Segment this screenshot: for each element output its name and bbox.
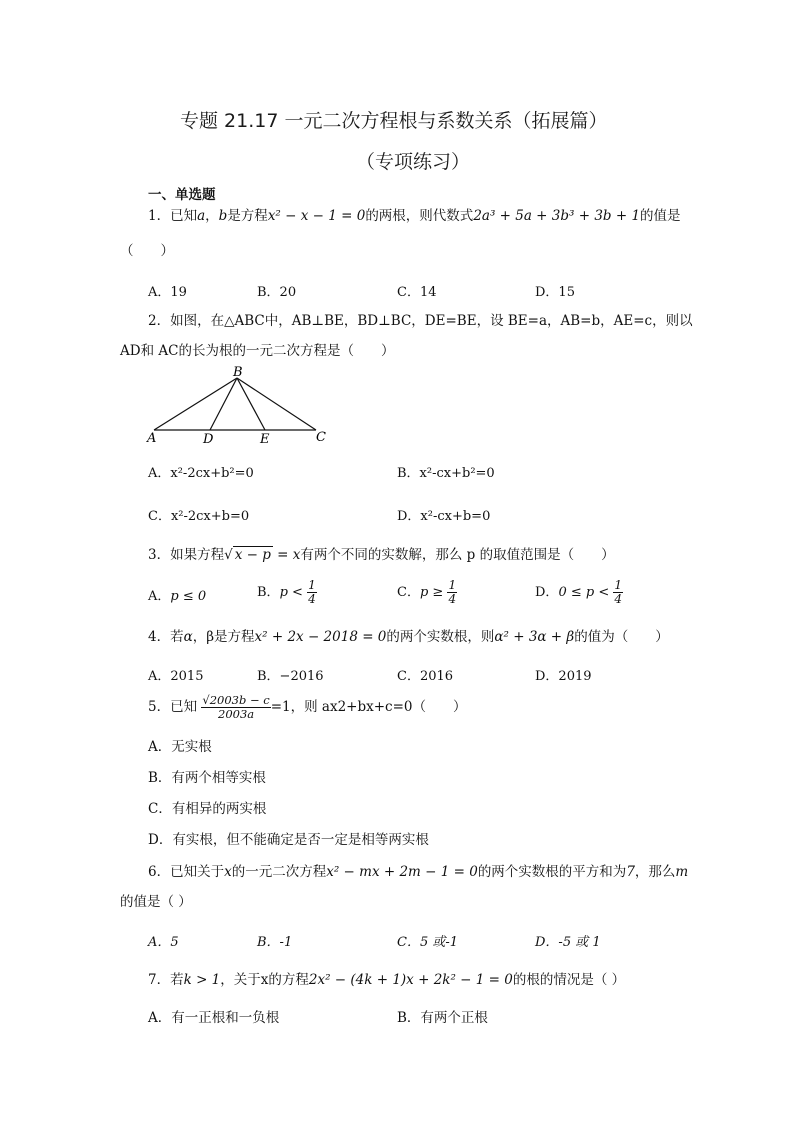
q5-text: 5．已知 (148, 699, 198, 715)
q7-option-a: A．有一正根和一负根 (148, 1010, 280, 1026)
q1-text: 的值是 (640, 208, 681, 224)
q3-option-b-math: p < (279, 585, 303, 600)
q6-text: 的一元二次方程 (231, 864, 327, 880)
q3-text: 有两个不同的实数解，那么 p 的取值范围是（ ） (300, 547, 615, 563)
page-title: 专题 21.17 一元二次方程根与系数关系（拓展篇） (180, 110, 608, 132)
q3-option-d-label: D． (535, 585, 559, 600)
q3-option-d (535, 579, 623, 606)
q4-text: 4．若 (148, 629, 184, 645)
q3-equals: = x (272, 547, 301, 563)
q2-option-b: B．x²-cx+b²=0 (397, 466, 495, 481)
fraction-denominator: 4 (614, 592, 622, 606)
q1-option-d: D．15 (535, 285, 575, 300)
q5-fraction-numerator: √2003b − c (202, 693, 270, 707)
question-3 (148, 545, 615, 565)
q6-text: 的两个实数根的平方和为 (477, 864, 627, 880)
section-heading: 一、单选题 (148, 187, 216, 203)
q7-condition: k > 1 (183, 972, 221, 988)
label-b: B (233, 365, 243, 380)
q1-equation: x² − x − 1 = 0 (267, 208, 366, 224)
segment-bc (237, 378, 316, 430)
q4-expression: α² + 3α + β (494, 629, 575, 645)
q6-equation: x² − mx + 2m − 1 = 0 (326, 864, 478, 880)
label-e: E (260, 432, 270, 447)
segment-ab (154, 378, 237, 430)
q4-var-alpha: α (183, 629, 193, 645)
q3-option-c-fraction (447, 579, 457, 606)
question-6-line-1 (148, 862, 688, 882)
label-d: D (203, 432, 214, 447)
q4-option-b: B．−2016 (257, 669, 324, 684)
q3-option-a (148, 585, 206, 604)
question-2-line-2: AD和 AC的长为根的一元二次方程是（ ） (120, 343, 395, 359)
q3-option-c-label: C． (397, 585, 420, 600)
q1-option-c: C．14 (397, 285, 437, 300)
q3-option-d-fraction (613, 579, 623, 606)
fraction-numerator: 1 (614, 578, 622, 592)
q6-option-b: B．-1 (257, 935, 293, 950)
q7-text: ，关于x的方程 (220, 972, 309, 988)
q2-option-d: D．x²-cx+b=0 (397, 509, 491, 524)
q3-option-c-math: p ≥ (419, 585, 444, 600)
question-1 (148, 206, 681, 226)
q5-fraction (201, 694, 270, 721)
question-4 (148, 627, 669, 647)
q6-option-a: A．5 (148, 935, 179, 950)
label-a: A (147, 431, 157, 446)
q7-text: 7．若 (148, 972, 184, 988)
q3-option-b-label: B． (257, 585, 280, 600)
q3-option-b-fraction (307, 579, 317, 606)
q1-text: 1．已知 (148, 208, 198, 224)
q6-var-x: x (224, 864, 232, 880)
q6-option-c: C．5 或-1 (397, 935, 459, 950)
q6-var-m: m (675, 864, 689, 880)
q1-var-a: a (197, 208, 206, 224)
question-6-line-2: 的值是（ ） (120, 894, 192, 910)
q4-option-d: D．2019 (535, 669, 592, 684)
q1-text: 是方程 (227, 208, 268, 224)
q1-expression: 2a³ + 5a + 3b³ + 3b + 1 (473, 208, 641, 224)
q2-option-c: C．x²-2cx+b=0 (148, 509, 250, 524)
q2-option-a: A．x²-2cx+b²=0 (148, 466, 254, 481)
segment-be (237, 378, 265, 430)
q3-sqrt-sign: √ (224, 547, 233, 563)
q4-equation: x² + 2x − 2018 = 0 (254, 629, 387, 645)
question-5 (148, 694, 467, 721)
q6-text: 6．已知关于 (148, 864, 225, 880)
q1-var-b: b (218, 208, 228, 224)
triangle-figure (140, 364, 340, 448)
fraction-numerator: 1 (448, 578, 457, 592)
q7-equation: 2x² − (4k + 1)x + 2k² − 1 = 0 (308, 972, 513, 988)
q3-option-d-math: 0 ≤ p < (558, 585, 610, 600)
fraction-numerator: 1 (308, 578, 316, 592)
q7-option-b: B．有两个正根 (397, 1010, 488, 1026)
question-7 (148, 970, 625, 990)
fraction-denominator: 4 (308, 592, 316, 606)
q5-text: =1，则 ax2+bx+c=0（ ） (270, 699, 467, 715)
question-2-line-1: 2．如图，在△ABC中，AB⊥BE，BD⊥BC，DE=BE，设 BE=a，AB=b，AE=c，则以 (148, 313, 693, 329)
q4-text: 的两个实数根，则 (386, 629, 495, 645)
q3-option-a-label: A． (148, 589, 171, 604)
q5-fraction-denominator: 2003a (218, 707, 255, 721)
q4-option-a: A．2015 (148, 669, 204, 684)
q1-answer-paren: （ ） (120, 243, 174, 259)
q3-text: 3．如果方程 (148, 547, 225, 563)
q1-text: ， (205, 208, 219, 224)
page-subtitle: （专项练习） (356, 151, 471, 173)
q4-option-c: C．2016 (397, 669, 454, 684)
q5-option-d: D．有实根，但不能确定是否一定是相等两实根 (148, 832, 429, 848)
q6-option-d: D．-5 或 1 (535, 935, 601, 950)
fraction-denominator: 4 (448, 592, 457, 606)
q3-option-a-math: p ≤ 0 (170, 589, 207, 604)
q3-option-b (257, 579, 317, 606)
label-c: C (316, 430, 326, 445)
q7-text: 的根的情况是（ ） (512, 972, 626, 988)
q6-text: ，那么 (634, 864, 676, 880)
q3-radicand: x − p (234, 547, 271, 563)
q5-option-c: C．有相异的两实根 (148, 801, 267, 817)
q6-value: 7 (626, 864, 635, 880)
q1-option-a: A．19 (148, 285, 187, 300)
q5-option-b: B．有两个相等实根 (148, 770, 266, 786)
q1-option-b: B．20 (257, 285, 297, 300)
q5-option-a: A．无实根 (148, 739, 212, 755)
q1-text: 的两根，则代数式 (365, 208, 474, 224)
q4-text: 的值为（ ） (574, 629, 669, 645)
q3-option-c (397, 579, 457, 606)
q4-text: ，β是方程 (192, 629, 255, 645)
